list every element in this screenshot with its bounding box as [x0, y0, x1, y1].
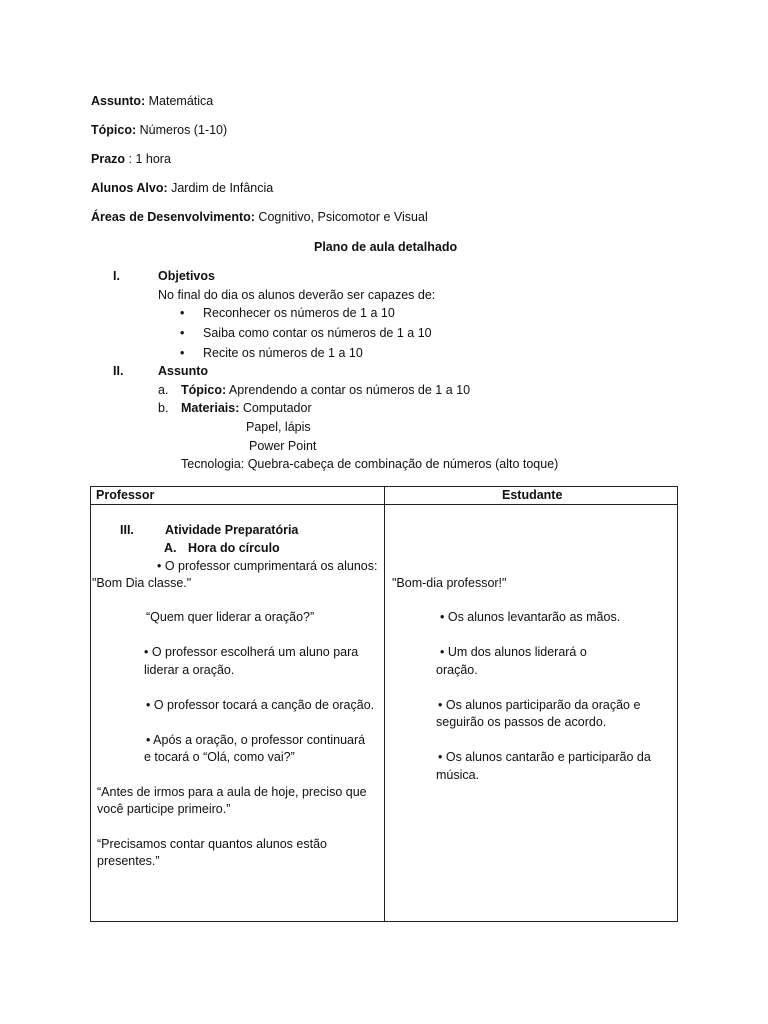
estudante-line: • Os alunos cantarão e participarão da — [438, 750, 651, 764]
professor-line: “Antes de irmos para a aula de hoje, preciso que — [97, 785, 367, 799]
professor-line: “Precisamos contar quantos alunos estão — [97, 837, 327, 851]
section-3-numeral: III. — [120, 523, 134, 537]
professor-line: e tocará o “Olá, como vai?” — [144, 750, 295, 764]
subsection-a-marker: A. — [164, 541, 177, 555]
page-title: Plano de aula detalhado — [314, 240, 458, 254]
activity-table — [90, 486, 678, 922]
field-prazo — [91, 152, 171, 166]
field-alunos-value: Jardim de Infância — [167, 181, 274, 195]
field-prazo-value: : 1 hora — [125, 152, 171, 166]
field-areas-value: Cognitivo, Psicomotor e Visual — [254, 210, 428, 224]
section-1-heading: Objetivos — [158, 269, 215, 283]
field-areas-label: Áreas de Desenvolvimento: — [91, 210, 255, 224]
item-a-marker: a. — [158, 383, 169, 397]
material-item: Power Point — [249, 439, 317, 453]
objective-item: Reconhecer os números de 1 a 10 — [203, 306, 395, 320]
professor-line: liderar a oração. — [144, 663, 235, 677]
field-topico-value: Números (1-10) — [136, 123, 228, 137]
tecnologia-line: Tecnologia: Quebra-cabeça de combinação de números (alto toque) — [181, 457, 559, 471]
professor-line: • O professor escolherá um aluno para — [144, 645, 359, 659]
material-item: Papel, lápis — [246, 420, 311, 434]
professor-line: • O professor cumprimentará os alunos: — [157, 559, 378, 573]
table-column-divider — [384, 487, 385, 921]
section-2-numeral: II. — [113, 364, 124, 378]
item-materiais-value: Computador — [239, 401, 312, 415]
item-topico-label: Tópico: — [181, 383, 227, 397]
professor-line: • Após a oração, o professor continuará — [146, 733, 366, 747]
bullet-icon: • — [180, 306, 185, 320]
item-materiais-label: Materiais: — [181, 401, 240, 415]
section-3-heading: Atividade Preparatória — [165, 523, 299, 537]
subsection-a-heading: Hora do círculo — [188, 541, 280, 555]
professor-line: presentes.” — [97, 854, 160, 868]
field-alunos-label: Alunos Alvo: — [91, 181, 168, 195]
field-assunto-label: Assunto: — [91, 94, 146, 108]
field-prazo-label: Prazo — [91, 152, 126, 166]
section-1-numeral: I. — [113, 269, 120, 283]
professor-line: • O professor tocará a canção de oração. — [146, 698, 375, 712]
item-topico — [181, 383, 470, 397]
estudante-line: • Os alunos levantarão as mãos. — [440, 610, 621, 624]
field-areas — [91, 210, 428, 224]
objective-item: Saiba como contar os números de 1 a 10 — [203, 326, 432, 340]
item-materiais — [181, 401, 312, 415]
field-alunos-alvo — [91, 181, 273, 195]
estudante-line: • Os alunos participarão da oração e — [438, 698, 641, 712]
professor-line: você participe primeiro.” — [97, 802, 231, 816]
field-topico-label: Tópico: — [91, 123, 137, 137]
estudante-line: "Bom-dia professor!" — [392, 576, 507, 590]
item-b-marker: b. — [158, 401, 169, 415]
column-header-estudante: Estudante — [502, 488, 563, 502]
professor-line: “Quem quer liderar a oração?” — [146, 610, 315, 624]
estudante-line: • Um dos alunos liderará o — [440, 645, 587, 659]
estudante-line: música. — [436, 768, 480, 782]
field-assunto-value: Matemática — [145, 94, 214, 108]
section-1-intro: No final do dia os alunos deverão ser capazes de: — [158, 288, 436, 302]
field-topico — [91, 123, 227, 137]
bullet-icon: • — [180, 326, 185, 340]
section-2-heading: Assunto — [158, 364, 208, 378]
bullet-icon: • — [180, 346, 185, 360]
estudante-line: oração. — [436, 663, 478, 677]
estudante-line: seguirão os passos de acordo. — [436, 715, 607, 729]
field-assunto — [91, 94, 213, 108]
column-header-professor: Professor — [96, 488, 155, 502]
professor-line: "Bom Dia classe." — [92, 576, 192, 590]
item-topico-value: Aprendendo a contar os números de 1 a 10 — [226, 383, 471, 397]
objective-item: Recite os números de 1 a 10 — [203, 346, 363, 360]
